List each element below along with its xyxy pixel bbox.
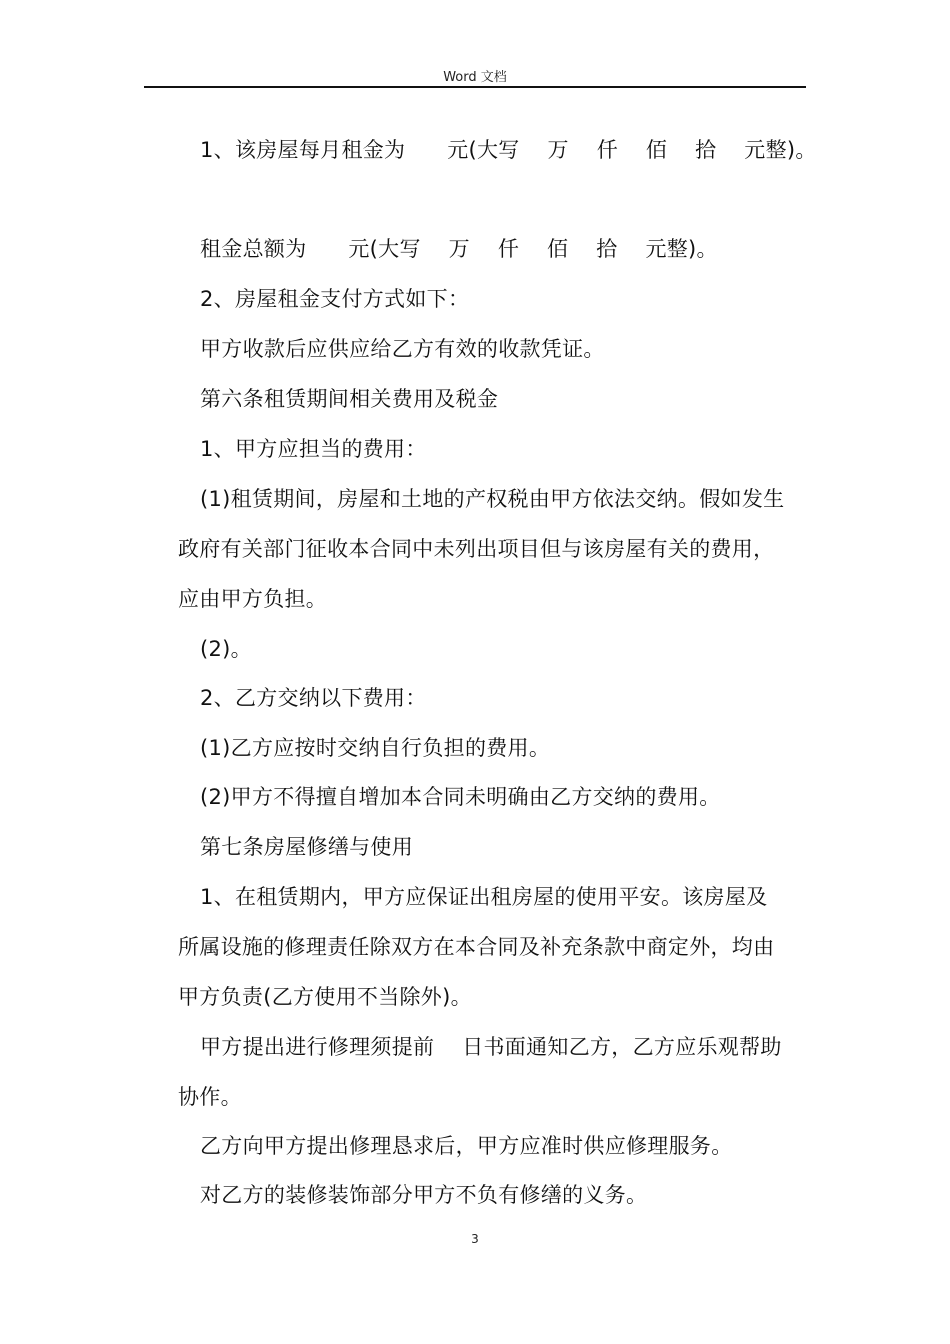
paragraph-line: 租金总额为 元(大写 万 仟 佰 拾 元整)。 [200,237,718,261]
paragraph-line: 政府有关部门征收本合同中未列出项目但与该房屋有关的费用， [178,537,775,561]
paragraph-line: 甲方收款后应供应给乙方有效的收款凭证。 [200,337,605,361]
paragraph-line: (2)甲方不得擅自增加本合同未明确由乙方交纳的费用。 [200,785,721,809]
paragraph-line: 对乙方的装修装饰部分甲方不负有修缮的义务。 [200,1183,648,1207]
section-heading: 第七条房屋修缮与使用 [200,835,413,859]
header-divider [144,86,806,88]
paragraph-line: (1)租赁期间，房屋和土地的产权税由甲方依法交纳。假如发生 [200,487,785,511]
paragraph-line: (2)。 [200,637,252,661]
paragraph-line: 1、该房屋每月租金为 元(大写 万 仟 佰 拾 元整)。 [200,138,817,162]
paragraph-line: 所属设施的修理责任除双方在本合同及补充条款中商定外，均由 [178,935,775,959]
paragraph-line: 2、乙方交纳以下费用： [200,686,427,710]
paragraph-line: 1、在租赁期内，甲方应保证出租房屋的使用平安。该房屋及 [200,885,768,909]
paragraph-line: 甲方提出进行修理须提前 日书面通知乙方，乙方应乐观帮助 [200,1035,782,1059]
page-number: 3 [471,1232,479,1246]
section-heading: 第六条租赁期间相关费用及税金 [200,387,499,411]
paragraph-line: 乙方向甲方提出修理恳求后，甲方应准时供应修理服务。 [200,1134,733,1158]
paragraph-line: 2、房屋租金支付方式如下： [200,287,470,311]
header-title: Word 文档 [443,70,507,85]
paragraph-line: (1)乙方应按时交纳自行负担的费用。 [200,736,551,760]
paragraph-line: 1、甲方应担当的费用： [200,437,427,461]
paragraph-line: 甲方负责(乙方使用不当除外)。 [178,985,472,1009]
paragraph-line: 应由甲方负担。 [178,587,328,611]
paragraph-line: 协作。 [178,1085,242,1109]
